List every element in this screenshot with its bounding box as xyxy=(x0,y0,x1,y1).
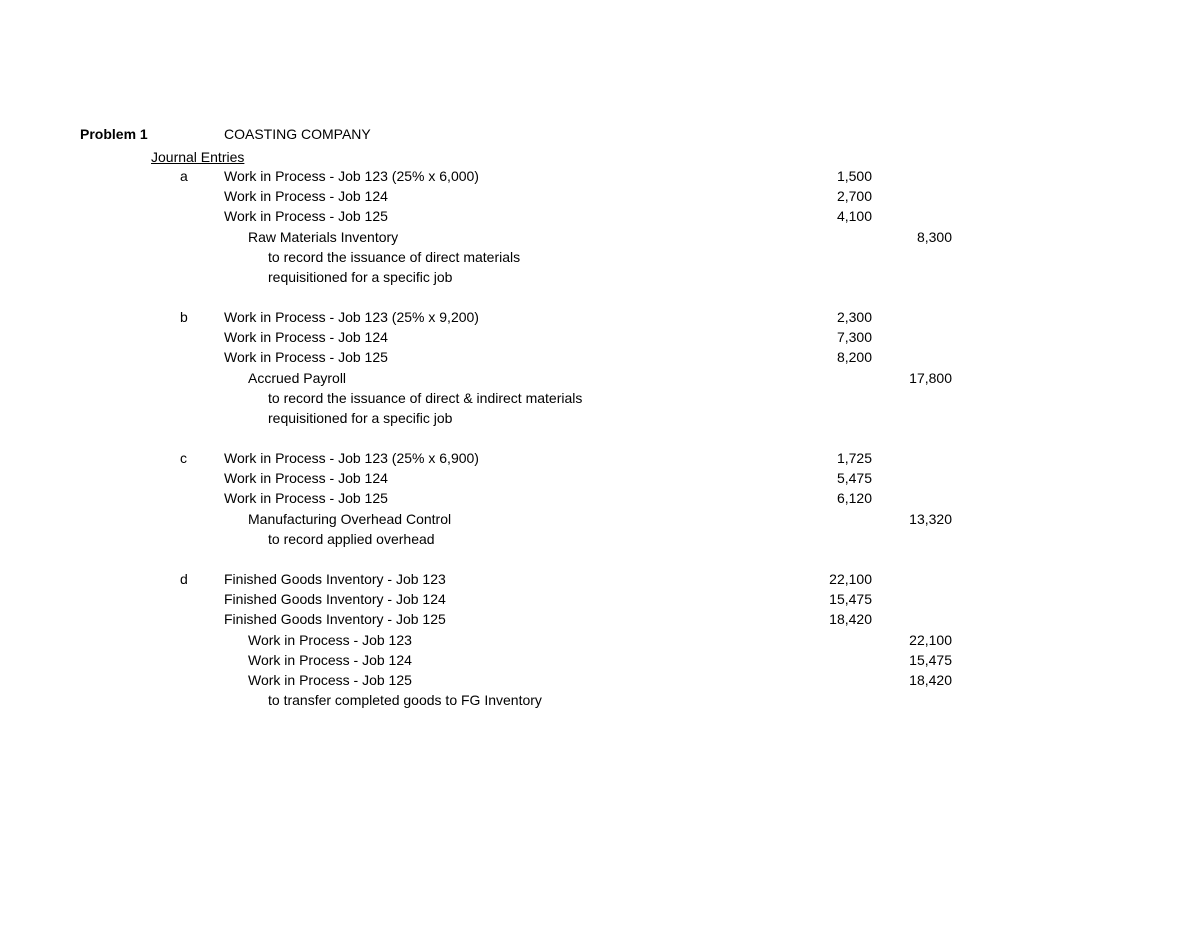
debit-amount: 4,100 xyxy=(836,208,872,224)
debit-amount: 1,500 xyxy=(836,168,872,184)
debit-amount: 2,700 xyxy=(836,188,872,204)
debit-amount: 1,725 xyxy=(836,450,872,466)
credit-account: Accrued Payroll xyxy=(248,370,347,386)
entry-letter: d xyxy=(180,571,188,587)
debit-account: Work in Process - Job 125 xyxy=(224,490,388,506)
debit-account: Work in Process - Job 124 xyxy=(224,188,388,204)
debit-amount: 2,300 xyxy=(836,309,872,325)
credit-account: Work in Process - Job 124 xyxy=(248,652,412,668)
debit-amount: 15,475 xyxy=(829,591,872,607)
debit-account: Work in Process - Job 124 xyxy=(224,470,388,486)
debit-amount: 8,200 xyxy=(836,349,872,365)
debit-amount: 22,100 xyxy=(829,571,872,587)
credit-amount: 15,475 xyxy=(909,652,952,668)
debit-amount: 18,420 xyxy=(829,611,872,627)
credit-amount: 8,300 xyxy=(916,229,952,245)
credit-amount: 22,100 xyxy=(909,632,952,648)
debit-account: Work in Process - Job 124 xyxy=(224,329,388,345)
debit-account: Work in Process - Job 123 (25% x 6,000) xyxy=(224,168,479,184)
debit-amount: 7,300 xyxy=(836,329,872,345)
debit-account: Work in Process - Job 125 xyxy=(224,208,388,224)
credit-account: Work in Process - Job 123 xyxy=(248,632,412,648)
debit-account: Finished Goods Inventory - Job 123 xyxy=(224,571,446,587)
debit-account: Finished Goods Inventory - Job 124 xyxy=(224,591,446,607)
credit-amount: 13,320 xyxy=(909,511,952,527)
company-name: COASTING COMPANY xyxy=(224,126,371,142)
entry-letter: b xyxy=(180,309,188,325)
debit-account: Work in Process - Job 123 (25% x 6,900) xyxy=(224,450,479,466)
credit-account: Raw Materials Inventory xyxy=(248,229,399,245)
entry-letter: c xyxy=(180,450,187,466)
entry-memo: to transfer completed goods to FG Inventory xyxy=(268,692,542,708)
debit-account: Work in Process - Job 125 xyxy=(224,349,388,365)
debit-amount: 6,120 xyxy=(836,490,872,506)
entry-letter: a xyxy=(180,168,188,184)
credit-amount: 18,420 xyxy=(909,672,952,688)
credit-amount: 17,800 xyxy=(909,370,952,386)
debit-account: Work in Process - Job 123 (25% x 9,200) xyxy=(224,309,479,325)
credit-account: Manufacturing Overhead Control xyxy=(248,511,452,527)
entry-memo: to record the issuance of direct materials xyxy=(268,249,521,265)
entry-memo: to record the issuance of direct & indirect materials xyxy=(268,390,583,406)
debit-amount: 5,475 xyxy=(836,470,872,486)
entry-memo: requisitioned for a specific job xyxy=(268,410,453,426)
debit-account: Finished Goods Inventory - Job 125 xyxy=(224,611,446,627)
section-title: Journal Entries xyxy=(151,149,245,165)
credit-account: Work in Process - Job 125 xyxy=(248,672,412,688)
entry-memo: requisitioned for a specific job xyxy=(268,269,453,285)
problem-label: Problem 1 xyxy=(80,126,148,142)
entry-memo: to record applied overhead xyxy=(268,531,435,547)
